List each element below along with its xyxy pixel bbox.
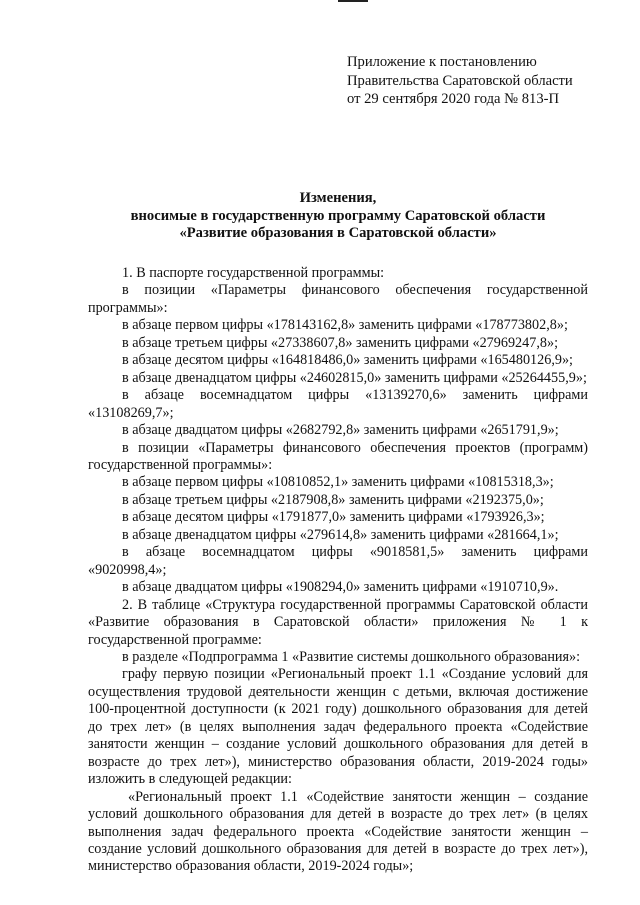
paragraph-4: в абзаце третьем цифры «27338607,8» заменить цифрами «27969247,8»;: [122, 334, 559, 351]
paragraph-12: в абзаце десятом цифры «1791877,0» заменить цифрами «1793926,3»;: [122, 509, 545, 526]
title-line-1: Изменения,: [299, 190, 377, 206]
document-body: [88, 265, 588, 876]
paragraph-3: в абзаце первом цифры «178143162,8» заменить цифрами «178773802,8»;: [122, 317, 568, 334]
paragraph-16: 2. В таблице «Структура государственной программы Саратовской области «Развитие образования в Саратовской области» приложения № 1 к государственной программе:: [88, 596, 588, 648]
paragraph-10: в абзаце первом цифры «10810852,1» заменить цифрами «10815318,3»;: [122, 474, 554, 491]
paragraph-9: в позиции «Параметры финансового обеспечения проектов (программ) государственной программы»:: [88, 439, 588, 473]
paragraph-1: 1. В паспорте государственной программы:: [122, 265, 385, 281]
paragraph-5: в абзаце десятом цифры «164818486,0» заменить цифрами «165480126,9»;: [122, 352, 574, 369]
title-line-2: вносимые в государственную программу Саратовской области: [130, 207, 546, 224]
paragraph-18: графу первую позиции «Региональный проект 1.1 «Создание условий для осуществления трудовой деятельности женщин с детьми, включая достижение 100-процентной доступности (к 2021 году) дошкольного образования для детей до трех лет» (в целях выполнения задач федерального проекта «Содействие занятости женщин – создание условий дошкольного образования для детей в возрасте до трех лет»), министерство образования области, 2019-2024 годы» изложить в следующей редакции:: [88, 666, 588, 788]
paragraph-14: в абзаце восемнадцатом цифры «9018581,5» заменить цифрами «9020998,4»;: [88, 544, 588, 578]
paragraph-8: в абзаце двадцатом цифры «2682792,8» заменить цифрами «2651791,9»;: [122, 422, 559, 439]
scan-mark: [338, 0, 368, 2]
header-line-1: Приложение к постановлению: [347, 54, 537, 70]
document-title: [88, 190, 588, 243]
paragraph-6: в абзаце двенадцатом цифры «24602815,0» заменить цифрами «25264455,9»;: [122, 369, 587, 386]
paragraph-15: в абзаце двадцатом цифры «1908294,0» заменить цифрами «1910710,9».: [122, 579, 559, 596]
paragraph-17: в разделе «Подпрограмма 1 «Развитие системы дошкольного образования»:: [122, 648, 581, 665]
paragraph-11: в абзаце третьем цифры «2187908,8» заменить цифрами «2192375,0»;: [122, 491, 544, 508]
paragraph-13: в абзаце двенадцатом цифры «279614,8» заменить цифрами «281664,1»;: [122, 526, 559, 543]
paragraph-19: «Региональный проект 1.1 «Содействие занятости женщин – создание условий дошкольного образования для детей в возрасте до трех лет» (в целях выполнения задач федерального проекта «Содействие занятости женщин – создание условий дошкольного образования для детей в возрасте до трех лет»), министерство образования области, 2019-2024 годы»;: [88, 788, 588, 875]
paragraph-2: в позиции «Параметры финансового обеспечения государственной программы»:: [88, 282, 588, 316]
header-line-2: Правительства Саратовской области: [347, 72, 573, 89]
title-line-3: «Развитие образования в Саратовской области»: [179, 225, 497, 241]
paragraph-7: в абзаце восемнадцатом цифры «13139270,6» заменить цифрами «13108269,7»;: [88, 387, 588, 421]
appendix-header: [347, 53, 573, 109]
header-line-3: от 29 сентября 2020 года № 813-П: [347, 91, 560, 107]
